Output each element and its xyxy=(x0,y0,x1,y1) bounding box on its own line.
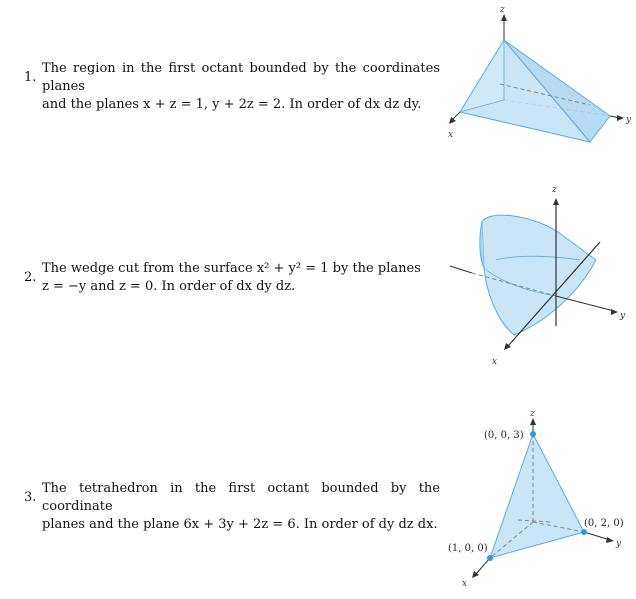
x-axis-label: x xyxy=(448,130,454,140)
y-axis-label: y xyxy=(626,115,632,125)
z-axis-label: z xyxy=(552,185,557,195)
z-axis-label: z xyxy=(500,5,505,15)
y-axis-label: y xyxy=(616,539,622,549)
y-arrow xyxy=(606,537,614,543)
x-arrow xyxy=(449,117,456,124)
y-axis-label: y xyxy=(620,311,626,321)
figure-3 xyxy=(440,400,636,599)
point-label-y: (0, 2, 0) xyxy=(584,518,624,529)
y-arrow xyxy=(611,309,618,315)
wedge-surface xyxy=(482,215,596,335)
problem-text-line-2: and the planes x + z = 1, y + 2z = 2. In order of dx dz dy. xyxy=(42,97,422,112)
z-arrow xyxy=(530,418,536,425)
figure-2 xyxy=(440,180,636,370)
figure-1 xyxy=(440,0,636,150)
z-arrow xyxy=(501,14,507,21)
point-label-x: (1, 0, 0) xyxy=(448,543,488,554)
problem-text xyxy=(42,480,440,534)
vertex-point xyxy=(530,431,536,437)
problem-text-line-2: planes and the plane 6x + 3y + 2z = 6. In order of dy dz dx. xyxy=(42,517,438,532)
z-axis-label: z xyxy=(530,409,535,419)
problem-text-line-1: The region in the first octant bounded by the coordinates planes xyxy=(42,61,440,94)
z-arrow xyxy=(553,198,559,205)
problem-text xyxy=(42,260,440,296)
x-axis xyxy=(476,558,490,574)
problem-text-line-1: The wedge cut from the surface x² + y² = 1 by the planes xyxy=(42,261,421,276)
problem-number: 1. xyxy=(24,70,37,85)
vertex-point xyxy=(581,529,587,535)
x-axis-back xyxy=(450,266,472,273)
y-axis xyxy=(556,296,614,311)
solid-face-back xyxy=(460,40,504,112)
problem-number: 3. xyxy=(24,490,37,505)
point-label-z: (0, 0, 3) xyxy=(484,430,524,441)
x-axis-label: x xyxy=(462,579,468,589)
problem-text-line-2: z = −y and z = 0. In order of dx dy dz. xyxy=(42,279,296,294)
problem-number: 2. xyxy=(24,270,37,285)
tetrahedron-face xyxy=(490,434,584,558)
problem-text-line-1: The tetrahedron in the first octant bounded by the coordinate xyxy=(42,481,440,514)
y-arrow xyxy=(617,115,624,121)
vertex-point xyxy=(487,555,493,561)
y-axis xyxy=(584,532,610,540)
problem-text xyxy=(42,60,440,114)
x-axis-label: x xyxy=(492,357,498,367)
